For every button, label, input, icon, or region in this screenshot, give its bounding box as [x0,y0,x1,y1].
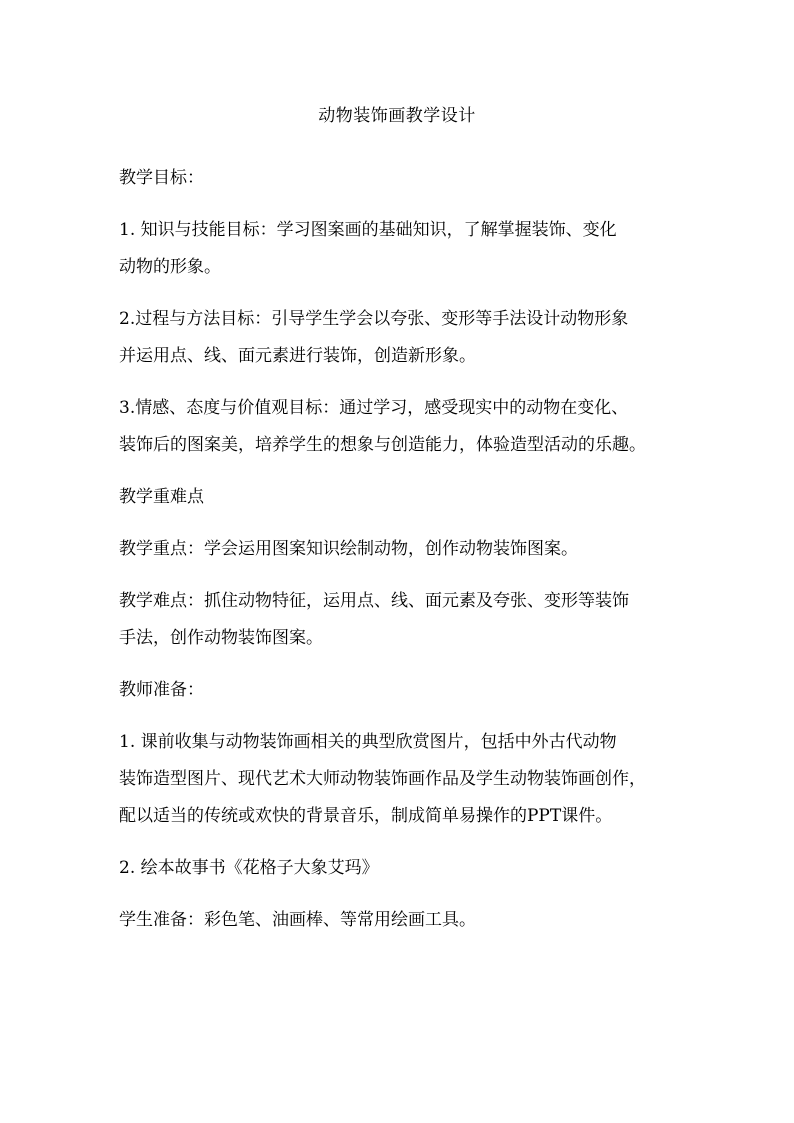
text-line: 教学难点：抓住动物特征，运用点、线、面元素及夸张、变形等装饰 [119,591,629,611]
paragraph-goal-knowledge-skills [119,212,685,286]
text-line: 教学重点：学会运用图案知识绘制动物，创作动物装饰图案。 [119,539,578,559]
text-line: 教学目标： [119,168,204,188]
paragraph-key-point [119,531,685,568]
text-line: 装饰后的图案美，培养学生的想象与创造能力，体验造型活动的乐趣。 [119,435,646,455]
text-line: 1. 知识与技能目标：学习图案画的基础知识，了解掌握装饰、变化 [119,220,617,240]
paragraph-goal-emotion-values [119,390,685,464]
text-line: 2.过程与方法目标：引导学生学会以夸张、变形等手法设计动物形象 [119,309,629,329]
text-line: 教师准备： [119,680,204,700]
text-line: 装饰造型图片、现代艺术大师动物装饰画作品及学生动物装饰画创作， [119,769,646,789]
paragraph-teaching-goals-heading [119,160,685,197]
text-line: 并运用点、线、面元素进行装饰，创造新形象。 [119,346,476,366]
text-line: 手法，创作动物装饰图案。 [119,628,323,648]
paragraph-student-prep [119,902,685,939]
text-line: 学生准备：彩色笔、油画棒、等常用绘画工具。 [119,910,476,930]
paragraph-teacher-prep-1 [119,724,685,835]
document-body [119,160,685,954]
text-line: 1. 课前收集与动物装饰画相关的典型欣赏图片，包括中外古代动物 [119,732,617,752]
text-line: 教学重难点 [119,487,204,507]
paragraph-teacher-prep-2 [119,850,685,887]
paragraph-goal-process-method [119,301,685,375]
text-line: 3.情感、态度与价值观目标：通过学习，感受现实中的动物在变化、 [119,398,629,418]
text-line: 2. 绘本故事书《花格子大象艾玛》 [119,858,379,878]
paragraph-key-difficult-heading [119,479,685,516]
text-line: 配以适当的传统或欢快的背景音乐，制成简单易操作的PPT课件。 [119,806,613,826]
text-line: 动物的形象。 [119,257,221,277]
paragraph-difficult-point [119,583,685,657]
document-title: 动物装饰画教学设计 [318,106,476,126]
paragraph-teacher-prep-heading [119,672,685,709]
